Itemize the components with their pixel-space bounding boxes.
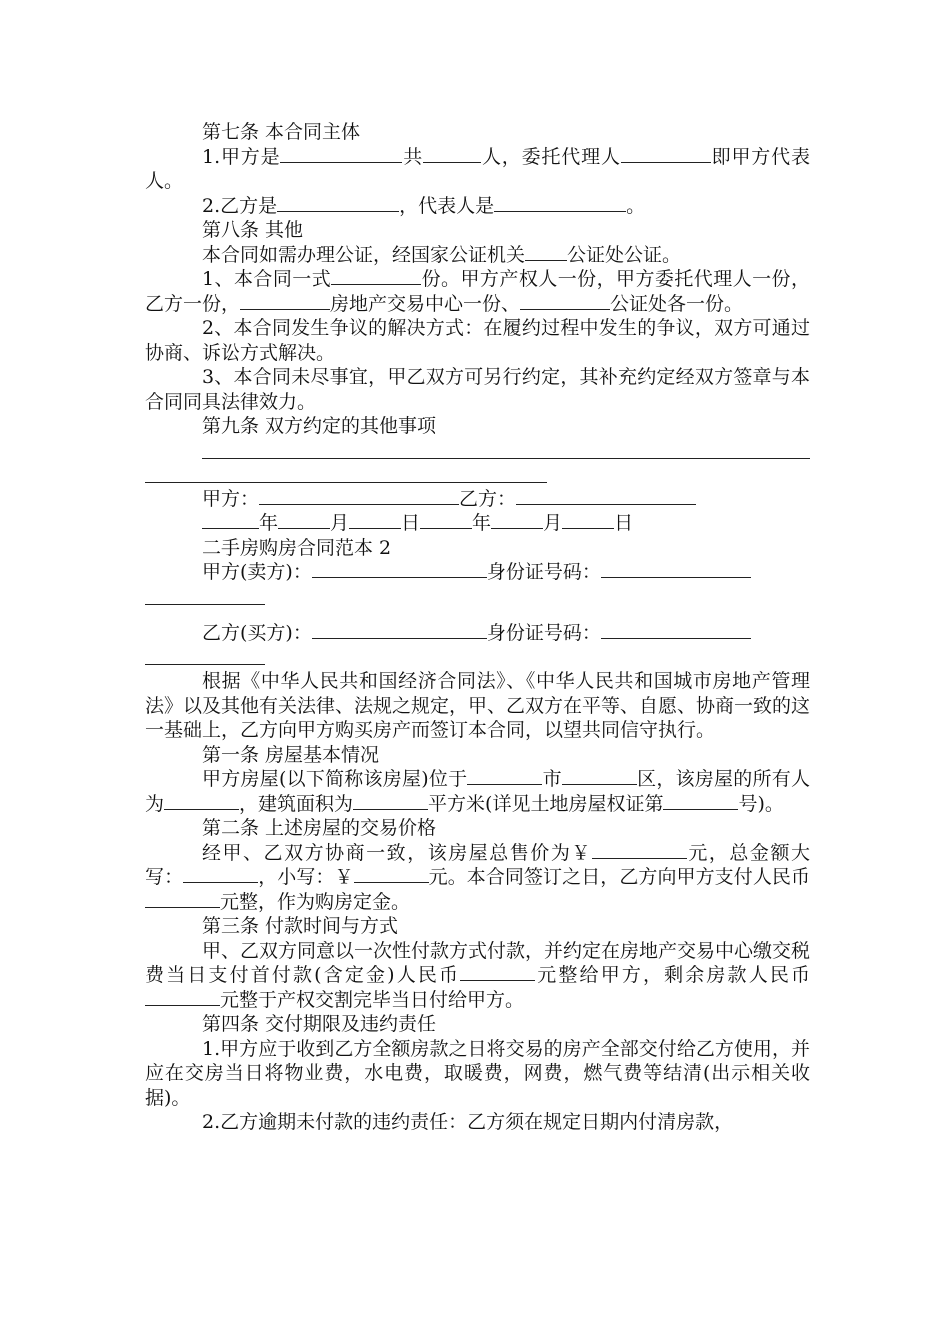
- city-blank: [467, 768, 542, 785]
- remaining-text: 元整给甲方，剩余房款人民币: [535, 964, 810, 986]
- deposit-blank: [145, 891, 220, 908]
- representative-b-blank: [494, 195, 626, 212]
- party-a-signature-label: 甲方：: [202, 487, 260, 510]
- contract-2-article-3-heading: 第三条 付款时间与方式: [202, 915, 399, 937]
- party-a-blank: [280, 146, 402, 163]
- certificate-text: 平方米(详见土地房屋权证第: [428, 792, 664, 815]
- contract-2-article-2-body: [145, 841, 810, 915]
- seller-line: [145, 560, 810, 585]
- contract-2-title: 二手房购房合同范本 2: [202, 536, 392, 559]
- party-b-blank: [277, 195, 399, 212]
- month-label-b: 月: [543, 512, 563, 534]
- district-blank: [562, 768, 637, 785]
- seller-id-blank: [601, 561, 751, 578]
- contract-2-article-3-body: [145, 939, 810, 1013]
- article-7-item-1: [145, 145, 810, 194]
- city-label: 市: [542, 768, 562, 790]
- area-text: ，建筑面积为: [239, 792, 354, 815]
- lowercase-text: ，小写：￥: [258, 866, 354, 888]
- contract-2-article-2-heading: 第二条 上述房屋的交易价格: [202, 817, 437, 839]
- seller-id-continuation: [145, 585, 810, 609]
- count-label: 共: [402, 145, 424, 168]
- remaining-blank: [145, 989, 220, 1006]
- article-7-heading: 第七条 本合同主体: [202, 121, 361, 143]
- year-blank-a: [202, 512, 259, 529]
- buyer-id-label: 身份证号码：: [486, 621, 601, 644]
- year-label-b: 年: [472, 512, 492, 534]
- lowercase-blank: [354, 866, 429, 883]
- seller-blank: [312, 561, 487, 578]
- buyer-id-blank: [601, 622, 751, 639]
- contract-2-article-4-item-1: 1.甲方应于收到乙方全额房款之日将交易的房产全部交付给乙方使用，并应在交房当日将物业费，水电费，取暖费，网费，燃气费等结清(出示相关收据)。: [145, 1037, 810, 1109]
- contract-2-article-4-item-2: 2.乙方逾期未付款的违约责任：乙方须在规定日期内付清房款，: [202, 1111, 734, 1133]
- price-blank: [592, 842, 687, 859]
- deposit-suffix: 元整，作为购房定金。: [220, 890, 411, 913]
- copies-label: 1、本合同一式: [202, 268, 332, 290]
- article-8-item-1: [145, 267, 810, 316]
- party-b-signature-label: 乙方：: [459, 487, 517, 510]
- day-label-b: 日: [614, 512, 634, 534]
- year-blank-b: [420, 512, 472, 529]
- buyer-label: 乙方(买方)：: [202, 621, 312, 644]
- article-8-item-3: 3、本合同未尽事宜，甲乙双方可另行约定，其补充约定经双方签章与本合同同具法律效力。: [145, 366, 810, 413]
- location-text: 甲方房屋(以下简称该房屋)位于: [202, 768, 468, 790]
- document-page: [145, 120, 810, 1135]
- buyer-id-continuation: [145, 645, 810, 669]
- copies-distribution: 份。甲方产权人一份，甲方委托代理人一份，乙方一份，: [145, 268, 810, 315]
- owner-text: 区，该房屋的所有人为: [145, 768, 810, 815]
- day-label-a: 日: [401, 512, 421, 534]
- deposit-text: 元。本合同签订之日，乙方向甲方支付人民币: [428, 866, 810, 888]
- signature-parties: [145, 487, 810, 512]
- exchange-center-text: 房地产交易中心一份、: [330, 292, 521, 315]
- party-b-label: 2.乙方是: [202, 194, 278, 217]
- area-blank: [353, 793, 428, 810]
- party-b-signature-blank: [516, 488, 696, 505]
- article-8-item-2: 2、本合同发生争议的解决方式：在履约过程中发生的争议，双方可通过协商、诉讼方式解决。: [145, 317, 810, 364]
- other-matters-line-1: [145, 439, 810, 463]
- representative-label: 即甲方代表人。: [145, 145, 810, 192]
- contract-2-article-1-body: [145, 767, 810, 816]
- period: 。: [626, 194, 646, 217]
- owner-blank: [164, 793, 239, 810]
- notary-text: 本合同如需办理公证，经国家公证机关: [202, 243, 526, 266]
- agent-blank: [621, 146, 711, 163]
- notary-clause: [145, 243, 810, 268]
- notary-copy-blank: [520, 293, 610, 310]
- notary-copy-text: 公证处各一份。: [610, 292, 744, 315]
- party-a-label: 1.甲方是: [202, 145, 281, 168]
- contract-2-intro: 根据《中华人民共和国经济合同法》、《中华人民共和国城市房地产管理法》以及其他有关法律、法规之规定，甲、乙双方在平等、自愿、协商一致的这一基础上，乙方向甲方购买房产而签订本合同，以望共同信守执行。: [145, 670, 811, 741]
- signature-dates: [145, 511, 810, 536]
- remaining-suffix: 元整于产权交割完毕当日付给甲方。: [220, 988, 525, 1011]
- other-matters-line-2: [145, 463, 810, 487]
- buyer-line: [145, 621, 810, 646]
- notary-blank: [525, 244, 567, 261]
- month-label-a: 月: [330, 512, 350, 534]
- seller-id-label: 身份证号码：: [486, 561, 601, 583]
- month-blank-a: [278, 512, 330, 529]
- certificate-blank: [663, 793, 738, 810]
- down-payment-blank: [460, 964, 535, 981]
- buyer-blank: [312, 622, 487, 639]
- year-label-a: 年: [259, 512, 279, 534]
- day-blank-a: [349, 512, 401, 529]
- article-7-item-2: [145, 194, 810, 219]
- month-blank-b: [491, 512, 543, 529]
- payment-text: 甲、乙双方同意以一次性付款方式付款，并约定在房地产交易中心缴交税费当日支付首付款(含定金)人民币: [145, 939, 811, 986]
- seller-label: 甲方(卖方)：: [202, 561, 312, 583]
- certificate-suffix: 号)。: [738, 792, 784, 815]
- price-text: 经甲、乙双方协商一致，该房屋总售价为￥: [202, 841, 592, 864]
- uppercase-text: 元，总金额大写：: [145, 841, 810, 888]
- party-b-copy-blank: [240, 293, 330, 310]
- article-9-heading: 第九条 双方约定的其他事项: [202, 415, 437, 437]
- notary-office-text: 公证处公证。: [567, 243, 682, 266]
- representative-b-label: ，代表人是: [399, 194, 495, 217]
- day-blank-b: [562, 512, 614, 529]
- agent-label: 人，委托代理人: [481, 145, 621, 168]
- uppercase-blank: [183, 866, 258, 883]
- article-8-heading: 第八条 其他: [202, 219, 304, 241]
- contract-2-article-4-heading: 第四条 交付期限及违约责任: [202, 1013, 437, 1035]
- copies-blank: [331, 268, 421, 285]
- count-blank: [423, 146, 481, 163]
- party-a-signature-blank: [259, 488, 459, 505]
- contract-2-article-1-heading: 第一条 房屋基本情况: [202, 743, 380, 766]
